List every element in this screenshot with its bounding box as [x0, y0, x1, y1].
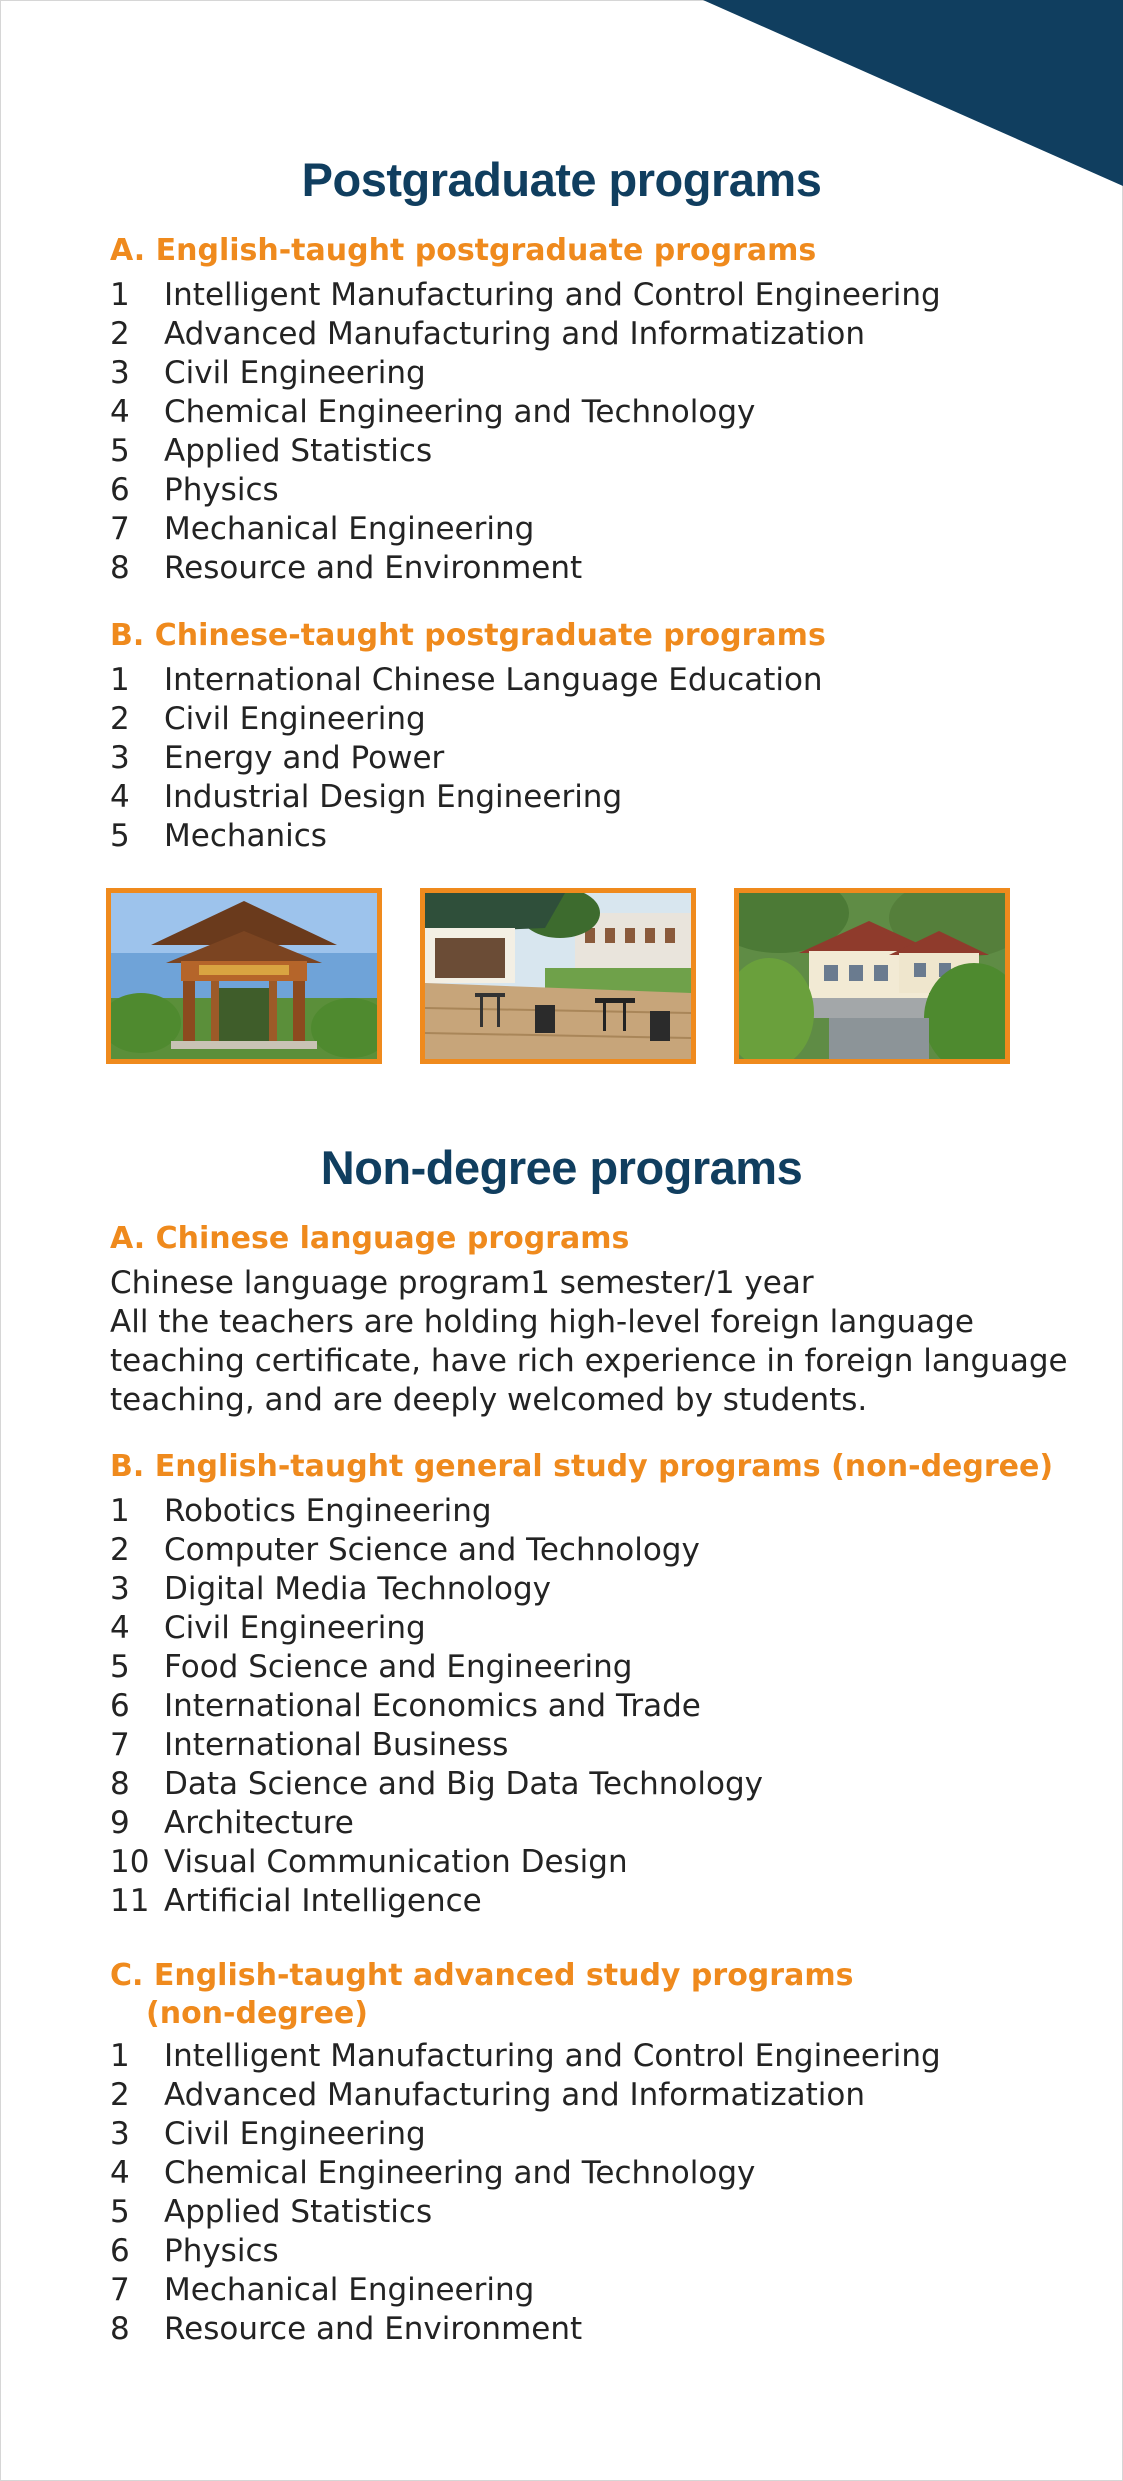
program-item	[110, 1570, 763, 1609]
program-item	[110, 2037, 941, 2076]
advanced-heading-line-2: (non-degree)	[146, 1996, 368, 2031]
program-number: 3	[110, 2116, 130, 2152]
campus-terrace-photo	[420, 888, 696, 1064]
program-name: Mechanical Engineering	[164, 2272, 535, 2308]
program-item	[110, 354, 941, 393]
program-item	[110, 471, 941, 510]
program-name: Chemical Engineering and Technology	[164, 2155, 756, 2191]
program-item	[110, 1726, 763, 1765]
program-item	[110, 1648, 763, 1687]
program-number: 11	[110, 1883, 150, 1919]
program-name: Data Science and Big Data Technology	[164, 1766, 764, 1802]
campus-pavilion-photo	[106, 888, 382, 1064]
program-item	[110, 2232, 941, 2271]
program-number: 6	[110, 472, 130, 508]
program-name: Applied Statistics	[164, 433, 433, 469]
program-item	[110, 1882, 763, 1921]
campus-building-photo	[734, 888, 1010, 1064]
program-name: International Chinese Language Education	[164, 662, 823, 698]
program-item	[110, 739, 823, 778]
chinese-postgrad-heading: B. Chinese-taught postgraduate programs	[110, 618, 826, 653]
program-name: Energy and Power	[164, 740, 445, 776]
program-name: Digital Media Technology	[164, 1571, 552, 1607]
program-name: Advanced Manufacturing and Informatization	[164, 316, 865, 352]
description-line: teaching, and are deeply welcomed by students.	[110, 1382, 868, 1418]
program-name: Robotics Engineering	[164, 1493, 492, 1529]
program-number: 2	[110, 1532, 130, 1568]
program-item	[110, 778, 823, 817]
program-name: Resource and Environment	[164, 2311, 583, 2347]
program-name: Civil Engineering	[164, 701, 426, 737]
program-name: Chemical Engineering and Technology	[164, 394, 756, 430]
program-item	[110, 1765, 763, 1804]
program-item	[110, 817, 823, 856]
program-item	[110, 549, 941, 588]
general-study-list	[110, 1492, 763, 1921]
program-name: Food Science and Engineering	[164, 1649, 633, 1685]
general-study-heading: B. English-taught general study programs (non-degree)	[110, 1449, 1054, 1484]
program-name: Applied Statistics	[164, 2194, 433, 2230]
program-item	[110, 276, 941, 315]
chinese-language-description	[110, 1264, 1070, 1420]
program-item	[110, 315, 941, 354]
program-item	[110, 393, 941, 432]
program-item	[110, 2271, 941, 2310]
program-item	[110, 1492, 763, 1531]
program-number: 4	[110, 394, 130, 430]
program-number: 5	[110, 818, 130, 854]
english-postgrad-heading: A. English-taught postgraduate programs	[110, 233, 817, 268]
program-number: 3	[110, 1571, 130, 1607]
program-number: 8	[110, 1766, 130, 1802]
program-number: 1	[110, 2038, 130, 2074]
program-number: 8	[110, 2311, 130, 2347]
program-item	[110, 1609, 763, 1648]
program-number: 4	[110, 779, 130, 815]
program-item	[110, 1531, 763, 1570]
program-item	[110, 432, 941, 471]
program-number: 2	[110, 2077, 130, 2113]
advanced-study-list	[110, 2037, 941, 2349]
chinese-postgrad-list	[110, 661, 823, 856]
program-number: 1	[110, 277, 130, 313]
program-number: 7	[110, 1727, 130, 1763]
program-number: 2	[110, 316, 130, 352]
program-number: 6	[110, 2233, 130, 2269]
description-line: All the teachers are holding high-level foreign language	[110, 1304, 974, 1340]
program-item	[110, 661, 823, 700]
program-number: 2	[110, 701, 130, 737]
program-number: 10	[110, 1844, 150, 1880]
description-line: Chinese language program1 semester/1 year	[110, 1265, 814, 1301]
program-number: 3	[110, 740, 130, 776]
program-name: Intelligent Manufacturing and Control Engineering	[164, 2038, 941, 2074]
program-number: 1	[110, 1493, 130, 1529]
program-number: 8	[110, 550, 130, 586]
program-name: Mechanics	[164, 818, 327, 854]
program-name: Civil Engineering	[164, 355, 426, 391]
program-number: 6	[110, 1688, 130, 1724]
program-name: Civil Engineering	[164, 1610, 426, 1646]
program-item	[110, 2193, 941, 2232]
program-name: Architecture	[164, 1805, 354, 1841]
program-item	[110, 2115, 941, 2154]
program-name: Industrial Design Engineering	[164, 779, 623, 815]
program-name: Mechanical Engineering	[164, 511, 535, 547]
advanced-heading-line-1: C. English-taught advanced study programs	[110, 1958, 854, 1993]
program-number: 4	[110, 1610, 130, 1646]
program-name: Civil Engineering	[164, 2116, 426, 2152]
english-postgrad-list	[110, 276, 941, 588]
program-item	[110, 700, 823, 739]
advanced-study-heading	[110, 1957, 853, 2033]
program-item	[110, 510, 941, 549]
program-name: International Business	[164, 1727, 509, 1763]
program-name: Physics	[164, 472, 279, 508]
program-number: 5	[110, 1649, 130, 1685]
program-item	[110, 1843, 763, 1882]
program-number: 5	[110, 433, 130, 469]
program-name: International Economics and Trade	[164, 1688, 701, 1724]
program-name: Advanced Manufacturing and Informatization	[164, 2077, 865, 2113]
program-number: 9	[110, 1805, 130, 1841]
program-number: 3	[110, 355, 130, 391]
program-name: Artificial Intelligence	[164, 1883, 482, 1919]
program-item	[110, 1687, 763, 1726]
program-item	[110, 2076, 941, 2115]
program-number: 7	[110, 2272, 130, 2308]
chinese-language-heading: A. Chinese language programs	[110, 1221, 630, 1256]
description-line: teaching certificate, have rich experience in foreign language	[110, 1343, 1068, 1379]
program-name: Computer Science and Technology	[164, 1532, 700, 1568]
program-number: 7	[110, 511, 130, 547]
program-item	[110, 1804, 763, 1843]
program-number: 4	[110, 2155, 130, 2191]
program-number: 5	[110, 2194, 130, 2230]
program-item	[110, 2154, 941, 2193]
program-name: Visual Communication Design	[164, 1844, 628, 1880]
program-name: Physics	[164, 2233, 279, 2269]
postgraduate-title: Postgraduate programs	[301, 153, 822, 206]
nondegree-title: Non-degree programs	[320, 1141, 803, 1194]
program-item	[110, 2310, 941, 2349]
program-name: Intelligent Manufacturing and Control Engineering	[164, 277, 941, 313]
program-number: 1	[110, 662, 130, 698]
program-name: Resource and Environment	[164, 550, 583, 586]
